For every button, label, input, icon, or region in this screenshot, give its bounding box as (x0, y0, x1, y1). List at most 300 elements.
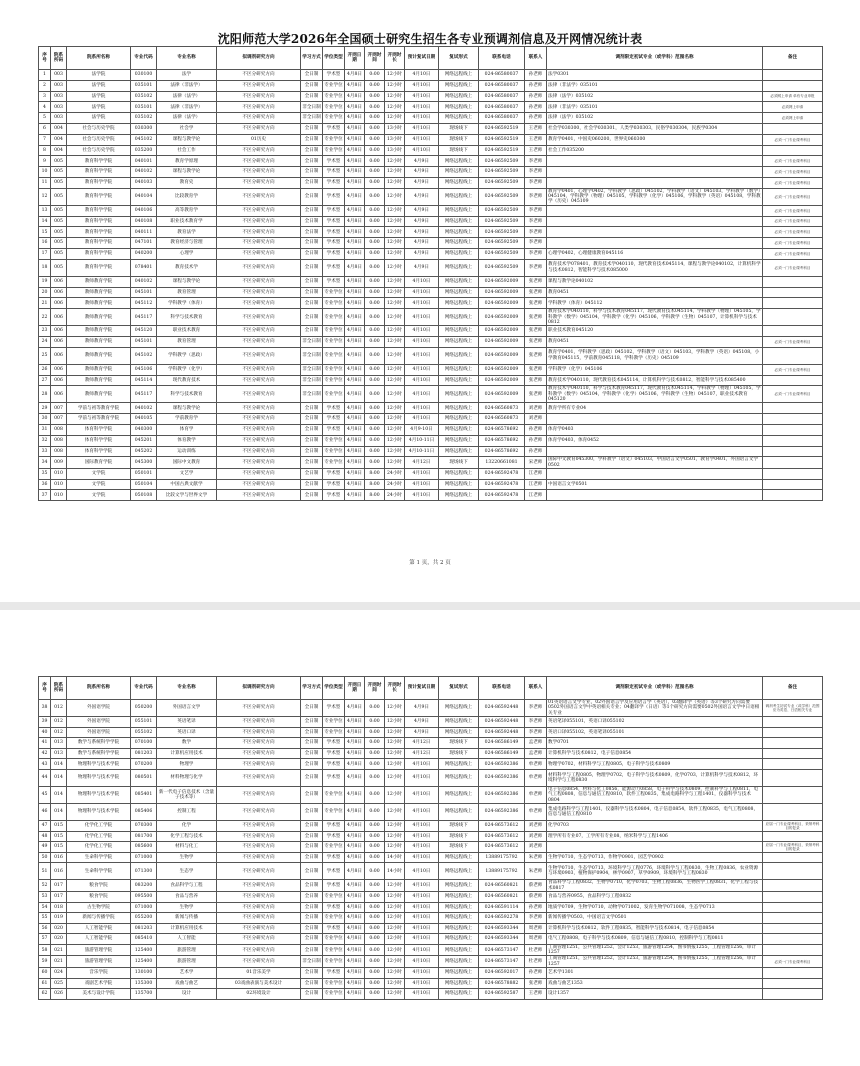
cell-remarks (763, 424, 823, 435)
cell-major-name: 化学工程与技术 (157, 831, 217, 842)
cell-scope: 法律（法学）035102 (547, 113, 763, 124)
cell-interview-date: 4月10日 (405, 978, 439, 989)
cell-scope (547, 446, 763, 457)
cell-college-name: 生命科学学院 (67, 852, 131, 863)
cell-open-date: 4月8日 (345, 287, 365, 298)
cell-college-name: 人工智能学院 (67, 923, 131, 934)
cell-open-date: 4月8日 (345, 403, 365, 414)
cell-study-mode: 全日制 (301, 831, 323, 842)
cell-contact-phone: 024-86592509 (479, 248, 525, 259)
cell-remarks (763, 891, 823, 902)
cell-contact-phone: 024-86592478 (479, 490, 525, 501)
cell-scope: 数学0701 (547, 738, 763, 749)
cell-college-code: 026 (51, 989, 67, 1000)
cell-open-time: 0:00 (365, 364, 385, 375)
cell-research-direction: 不区分研究方向 (217, 923, 301, 934)
cell-interview-date: 4月10日 (405, 490, 439, 501)
cell-college-name: 物理科学与技术学院 (67, 803, 131, 820)
cell-interview-format: 网络远程线上 (439, 403, 479, 414)
cell-open-time: 0:00 (365, 336, 385, 347)
cell-scope: 工商管理1251，公共管理1252，会计1253，旅游管理1254，图书情报1255，工程管理1256，审计1257 (547, 956, 763, 968)
header-major-code: 专业代码 (131, 677, 157, 700)
cell-study-mode: 全日制 (301, 978, 323, 989)
cell-interview-format: 网络远程线上 (439, 287, 479, 298)
cell-index: 62 (39, 989, 51, 1000)
cell-remarks (763, 989, 823, 1000)
cell-contact-person: 张老师 (525, 287, 547, 298)
cell-degree-type: 专业学位 (323, 786, 345, 803)
cell-interview-date: 4月9日 (405, 727, 439, 738)
cell-open-time: 0:00 (365, 446, 385, 457)
cell-contact-person: 张老师 (525, 364, 547, 375)
cell-remarks (763, 123, 823, 134)
cell-interview-format: 网络远程线上 (439, 276, 479, 287)
cell-college-code: 007 (51, 414, 67, 425)
cell-major-name: 人工智能 (157, 934, 217, 945)
cell-open-time: 0:00 (365, 177, 385, 188)
cell-contact-person: 王老师 (525, 134, 547, 145)
cell-contact-phone: 024-86592478 (479, 468, 525, 479)
cell-contact-phone: 024-86592386 (479, 803, 525, 820)
cell-college-name: 社会与历史学院 (67, 123, 131, 134)
cell-college-code: 003 (51, 113, 67, 124)
cell-open-time: 0:00 (365, 902, 385, 913)
cell-research-direction: 不区分研究方向 (217, 188, 301, 205)
cell-major-name: 学科教学（体育） (157, 298, 217, 309)
cell-degree-type: 专业学位 (323, 91, 345, 102)
cell-contact-phone: 024-86592448 (479, 700, 525, 717)
cell-scope: 艺术学1301 (547, 968, 763, 979)
cell-research-direction: 不区分研究方向 (217, 123, 301, 134)
table-row (39, 414, 823, 425)
cell-index: 13 (39, 205, 51, 216)
cell-degree-type: 专业学位 (323, 386, 345, 403)
cell-college-code: 006 (51, 375, 67, 386)
cell-study-mode: 全日制 (301, 891, 323, 902)
cell-college-name: 粮食学院 (67, 880, 131, 892)
cell-open-duration: 12小时 (385, 435, 405, 446)
cell-contact-person: 蔡老师 (525, 891, 547, 902)
cell-interview-format: 现场线下 (439, 820, 479, 831)
cell-research-direction: 不区分研究方向 (217, 863, 301, 880)
cell-research-direction: 不区分研究方向 (217, 298, 301, 309)
cell-scope: 课程与教学论040102 (547, 276, 763, 287)
table-row (39, 403, 823, 414)
cell-major-code: 071000 (131, 902, 157, 913)
cell-major-name: 戏曲与曲艺 (157, 978, 217, 989)
cell-interview-date: 4月9日 (405, 717, 439, 728)
cell-open-time: 0:00 (365, 259, 385, 276)
cell-major-name: 英语口译 (157, 727, 217, 738)
cell-contact-person: 张老师 (525, 336, 547, 347)
cell-open-time: 0:00 (365, 727, 385, 738)
cell-interview-date: 4月10日 (405, 375, 439, 386)
cell-interview-format: 网络远程线上 (439, 968, 479, 979)
cell-degree-type: 专业学位 (323, 803, 345, 820)
cell-major-code: 045102 (131, 347, 157, 364)
cell-research-direction: 不区分研究方向 (217, 309, 301, 326)
header-interview-format: 复试形式 (439, 47, 479, 70)
cell-major-name: 食品与营养 (157, 891, 217, 902)
cell-interview-date: 4月9日 (405, 227, 439, 238)
cell-open-date: 4月8日 (345, 298, 365, 309)
cell-interview-format: 网络远程线上 (439, 91, 479, 102)
cell-contact-person: 周老师 (525, 934, 547, 945)
cell-remarks (763, 347, 823, 364)
header-degree-type: 学位类型 (323, 47, 345, 70)
cell-contact-phone: 024-86578692 (479, 424, 525, 435)
cell-remarks: 必须一门专业课考科目 (763, 248, 823, 259)
cell-degree-type: 学术型 (323, 238, 345, 249)
cell-open-time: 0:00 (365, 717, 385, 728)
cell-open-date: 4月8日 (345, 446, 365, 457)
cell-open-duration: 12小时 (385, 102, 405, 113)
header-remarks: 备注 (763, 677, 823, 700)
cell-college-code: 006 (51, 276, 67, 287)
cell-scope: 食品科学与工程0832，生物学0710，化学0703，生物工程0836，生物医学工程0831，化学工程与技术0817 (547, 880, 763, 892)
cell-open-date: 4月8日 (345, 326, 365, 337)
cell-open-time: 0:00 (365, 216, 385, 227)
cell-college-code: 004 (51, 123, 67, 134)
cell-scope: 英语笔译055101，英语口译055102 (547, 717, 763, 728)
cell-open-duration: 12小时 (385, 298, 405, 309)
table-row (39, 717, 823, 728)
cell-college-code: 008 (51, 446, 67, 457)
cell-open-duration: 12小时 (385, 364, 405, 375)
cell-college-name: 古生物学院 (67, 902, 131, 913)
cell-major-name: 英语笔译 (157, 717, 217, 728)
cell-scope (547, 468, 763, 479)
cell-contact-phone: 024-86580037 (479, 113, 525, 124)
cell-major-code: 040108 (131, 216, 157, 227)
cell-contact-person: 孙老师 (525, 91, 547, 102)
cell-open-duration: 12小时 (385, 386, 405, 403)
cell-scope: 计算机科学与技术0812，软件工程0835，智能科学与技术0814，电子信息0854 (547, 923, 763, 934)
cell-open-date: 4月8日 (345, 156, 365, 167)
table-row (39, 276, 823, 287)
cell-research-direction: 03戏曲表演与美术设计 (217, 978, 301, 989)
cell-interview-format: 网络远程线上 (439, 177, 479, 188)
cell-major-name: 国际中文教育 (157, 457, 217, 469)
cell-interview-date: 4月10日 (405, 803, 439, 820)
cell-study-mode: 全日制 (301, 842, 323, 853)
cell-remarks: 必须一门专业课考科目 (763, 177, 823, 188)
cell-open-time: 0:00 (365, 227, 385, 238)
cell-contact-person: 周老师 (525, 923, 547, 934)
cell-remarks (763, 717, 823, 728)
cell-interview-format: 现场线下 (439, 748, 479, 759)
cell-remarks: 必须一门专业课考科目 (763, 386, 823, 403)
cell-remarks (763, 759, 823, 770)
cell-study-mode: 全日制 (301, 803, 323, 820)
cell-major-code: 040200 (131, 248, 157, 259)
cell-major-code: 085406 (131, 803, 157, 820)
cell-scope: 法律（法学）035102 (547, 91, 763, 102)
cell-remarks (763, 748, 823, 759)
cell-college-code: 006 (51, 326, 67, 337)
cell-college-code: 005 (51, 177, 67, 188)
cell-open-date: 4月8日 (345, 759, 365, 770)
cell-major-code: 040106 (131, 205, 157, 216)
cell-major-code: 080501 (131, 769, 157, 786)
cell-index: 27 (39, 375, 51, 386)
cell-degree-type: 学术型 (323, 769, 345, 786)
cell-interview-format: 网络远程线上 (439, 375, 479, 386)
cell-remarks (763, 769, 823, 786)
cell-scope: 教育技术学078401，教育技术学040110，现代教育技术045114，课程与教学论040102，计算机科学与技术0812，智能科学与技术085000 (547, 259, 763, 276)
cell-open-time: 0:00 (365, 989, 385, 1000)
cell-major-code: 045114 (131, 375, 157, 386)
cell-open-time: 0:00 (365, 145, 385, 156)
cell-contact-phone: 024-86592278 (479, 913, 525, 924)
cell-interview-format: 网络远程线上 (439, 727, 479, 738)
cell-college-name: 社会与历史学院 (67, 145, 131, 156)
cell-index: 21 (39, 298, 51, 309)
table-row (39, 457, 823, 469)
cell-remarks (763, 70, 823, 81)
cell-open-duration: 12小时 (385, 177, 405, 188)
cell-college-name: 法学院 (67, 80, 131, 91)
cell-open-time: 0:00 (365, 944, 385, 956)
cell-contact-phone: 024-86592009 (479, 326, 525, 337)
cell-open-date: 4月8日 (345, 102, 365, 113)
cell-index: 29 (39, 403, 51, 414)
cell-open-date: 4月8日 (345, 177, 365, 188)
cell-major-code: 035200 (131, 145, 157, 156)
cell-open-date: 4月8日 (345, 978, 365, 989)
cell-remarks: 必须一门专业课考科目 (763, 227, 823, 238)
cell-degree-type: 学术型 (323, 968, 345, 979)
cell-contact-person: 江老师 (525, 490, 547, 501)
cell-contact-person: 张老师 (525, 309, 547, 326)
cell-index: 50 (39, 852, 51, 863)
cell-interview-format: 现场线下 (439, 457, 479, 469)
cell-open-date: 4月8日 (345, 276, 365, 287)
cell-open-time: 0:00 (365, 934, 385, 945)
cell-open-date: 4月8日 (345, 309, 365, 326)
cell-contact-phone: 024-86580037 (479, 80, 525, 91)
cell-college-code: 020 (51, 923, 67, 934)
cell-scope (547, 238, 763, 249)
cell-scope: 社会工作035200 (547, 145, 763, 156)
cell-degree-type: 专业学位 (323, 727, 345, 738)
cell-major-code: 045112 (131, 298, 157, 309)
table-row (39, 700, 823, 717)
cell-contact-phone: 024-86592009 (479, 287, 525, 298)
cell-scope: 体育学0403 (547, 424, 763, 435)
cell-interview-date: 4月9日 (405, 177, 439, 188)
cell-open-date: 4月8日 (345, 468, 365, 479)
cell-index: 58 (39, 944, 51, 956)
cell-interview-format: 网络远程线上 (439, 923, 479, 934)
cell-college-code: 005 (51, 259, 67, 276)
cell-remarks: 必须网上申请 单有专业申报 (763, 91, 823, 102)
cell-open-time: 0:00 (365, 91, 385, 102)
cell-interview-format: 网络远程线上 (439, 446, 479, 457)
cell-scope: 化学0703 (547, 820, 763, 831)
cell-interview-date: 4月9日 (405, 188, 439, 205)
cell-major-name: 新闻与传播 (157, 913, 217, 924)
cell-college-name: 教师教育学院 (67, 298, 131, 309)
cell-degree-type: 专业学位 (323, 298, 345, 309)
cell-major-name: 学前教育学 (157, 414, 217, 425)
cell-major-code: 045101 (131, 336, 157, 347)
cell-interview-date: 4月9日 (405, 700, 439, 717)
cell-contact-person: 张老师 (525, 276, 547, 287)
cell-scope (547, 842, 763, 853)
cell-open-duration: 12小时 (385, 989, 405, 1000)
cell-degree-type: 学术型 (323, 123, 345, 134)
cell-open-time: 0:00 (365, 276, 385, 287)
table-row (39, 287, 823, 298)
cell-contact-phone: 024-86592509 (479, 156, 525, 167)
cell-major-name: 课程与教学论 (157, 134, 217, 145)
cell-major-name: 数学 (157, 738, 217, 749)
cell-remarks (763, 298, 823, 309)
cell-scope: 教育技术学040110，科学与技术教育045117，现代教育技术045114，学科教学（物理）045105，学科教学（数学）045104，学科教学（化学）045106，学科教学（生物）045107，职业技术教育045120 (548, 386, 761, 402)
cell-college-name: 教师教育学院 (67, 364, 131, 375)
cell-index: 19 (39, 276, 51, 287)
cell-contact-person: 张老师 (525, 298, 547, 309)
cell-open-time: 0:00 (365, 700, 385, 717)
cell-open-time: 0:00 (365, 248, 385, 259)
cell-index: 3 (39, 91, 51, 102)
cell-open-duration: 12小时 (385, 769, 405, 786)
cell-major-code: 085410 (131, 934, 157, 945)
cell-study-mode: 全日制 (301, 80, 323, 91)
cell-scope: 物理学0702，材料科学与工程0805，电子科学与技术0809 (547, 759, 763, 770)
cell-interview-format: 网络远程线上 (439, 944, 479, 956)
cell-interview-format: 网络远程线上 (439, 863, 479, 880)
cell-degree-type: 学术型 (323, 902, 345, 913)
cell-contact-person: 李老师 (525, 227, 547, 238)
header-index: 序号 (39, 47, 51, 70)
cell-open-duration: 12小时 (385, 259, 405, 276)
cell-open-time: 0:00 (365, 403, 385, 414)
cell-open-duration: 12小时 (385, 205, 405, 216)
cell-degree-type: 专业学位 (323, 956, 345, 968)
cell-index: 61 (39, 978, 51, 989)
cell-contact-person: 张老师 (525, 326, 547, 337)
cell-remarks (763, 727, 823, 738)
table-row (39, 759, 823, 770)
cell-contact-person: 李老师 (525, 259, 547, 276)
cell-index: 8 (39, 145, 51, 156)
cell-study-mode: 全日制 (301, 902, 323, 913)
cell-interview-date: 4月10日 (405, 759, 439, 770)
cell-open-duration: 12小时 (385, 309, 405, 326)
header-interview-date: 预计复试日期 (405, 47, 439, 70)
cell-remarks (763, 435, 823, 446)
cell-college-name: 戏剧艺术学院 (67, 978, 131, 989)
cell-contact-phone: 024-86592009 (479, 375, 525, 386)
cell-college-code: 004 (51, 145, 67, 156)
cell-open-date: 4月8日 (345, 167, 365, 178)
cell-open-date: 4月8日 (345, 435, 365, 446)
cell-research-direction: 不区分研究方向 (217, 842, 301, 853)
cell-contact-person: 李老师 (525, 205, 547, 216)
cell-index: 54 (39, 902, 51, 913)
cell-open-time: 0:00 (365, 891, 385, 902)
cell-contact-person: 单老师 (525, 803, 547, 820)
cell-degree-type: 学术型 (323, 188, 345, 205)
cell-major-code: 125400 (131, 944, 157, 956)
cell-contact-person: 孙老师 (525, 80, 547, 91)
cell-interview-format: 网络远程线上 (439, 759, 479, 770)
cell-major-code: 040105 (131, 414, 157, 425)
cell-contact-phone: 024-86592009 (479, 336, 525, 347)
cell-open-date: 4月8日 (345, 738, 365, 749)
cell-open-duration: 12小时 (385, 227, 405, 238)
cell-remarks: 必须一门专业课考科目 (763, 188, 823, 205)
cell-interview-format: 网络远程线上 (439, 70, 479, 81)
cell-scope: 法学0301 (547, 70, 763, 81)
cell-major-code: 070100 (131, 738, 157, 749)
cell-study-mode: 全日制 (301, 435, 323, 446)
cell-college-code: 021 (51, 944, 67, 956)
cell-open-time: 0:00 (365, 347, 385, 364)
cell-college-name: 教师教育学院 (67, 287, 131, 298)
cell-college-code: 008 (51, 424, 67, 435)
cell-interview-date: 4月10日 (405, 113, 439, 124)
cell-college-code: 003 (51, 70, 67, 81)
cell-remarks: 必须网上申请 (763, 102, 823, 113)
cell-open-duration: 12小时 (385, 216, 405, 227)
cell-index: 6 (39, 123, 51, 134)
cell-research-direction: 不区分研究方向 (217, 902, 301, 913)
table-row (39, 468, 823, 479)
cell-degree-type: 专业学位 (323, 842, 345, 853)
cell-major-code: 055102 (131, 727, 157, 738)
cell-open-date: 4月8日 (345, 70, 365, 81)
cell-college-name: 数学与系统科学学院 (67, 738, 131, 749)
cell-major-code: 050200 (131, 700, 157, 717)
cell-interview-date: 4月9日 (405, 248, 439, 259)
cell-college-code: 013 (51, 748, 67, 759)
cell-open-date: 4月8日 (345, 227, 365, 238)
cell-contact-phone: 024-86592509 (479, 188, 525, 205)
cell-remarks: 应届一门专业课考科目，采纳考科目的复录 (763, 842, 823, 853)
cell-study-mode: 全日制 (301, 403, 323, 414)
cell-interview-date: 4月10日 (405, 786, 439, 803)
cell-college-name: 教师教育学院 (67, 309, 131, 326)
cell-major-name: 新一代电子信息技术（含量子技术等） (157, 786, 217, 803)
cell-interview-date: 4月9-10日 (405, 424, 439, 435)
cell-index: 4 (39, 102, 51, 113)
table-row (39, 786, 823, 803)
cell-study-mode: 全日制 (301, 700, 323, 717)
header-contact-person: 联系人 (525, 677, 547, 700)
cell-research-direction: 不区分研究方向 (217, 167, 301, 178)
cell-contact-person: 刘老师 (525, 842, 547, 853)
cell-research-direction: 不区分研究方向 (217, 880, 301, 892)
cell-interview-format: 网络远程线上 (439, 188, 479, 205)
header-contact-person: 联系人 (525, 47, 547, 70)
cell-open-time: 0:00 (365, 414, 385, 425)
cell-index: 39 (39, 717, 51, 728)
cell-degree-type: 专业学位 (323, 934, 345, 945)
cell-research-direction: 不区分研究方向 (217, 113, 301, 124)
cell-scope: 教育学0401，中国史060200，世界史060300 (547, 134, 763, 145)
cell-index: 57 (39, 934, 51, 945)
cell-research-direction: 不区分研究方向 (217, 177, 301, 188)
cell-degree-type: 学术型 (323, 216, 345, 227)
cell-college-code: 019 (51, 913, 67, 924)
cell-open-duration: 12小时 (385, 276, 405, 287)
table-row (39, 989, 823, 1000)
cell-college-name: 物理科学与技术学院 (67, 786, 131, 803)
cell-contact-person: 李老师 (525, 156, 547, 167)
